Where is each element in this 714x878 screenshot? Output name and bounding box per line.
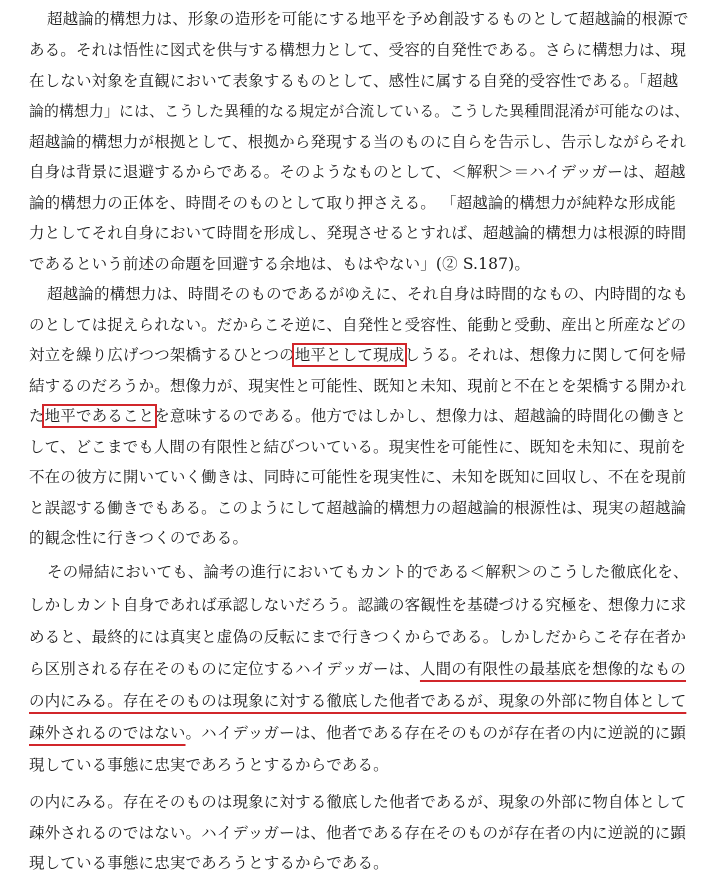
text-line-1: 超越論的構想力は、形象の造形を可能にする地平を予め創設するものとして超越論的根源で (47, 10, 689, 28)
boxed-phrase-being-horizon: 地平であること (44, 407, 155, 425)
text-line-2: ある。それは悟性に図式を供与する構想力として、受容的自発性である。さらに構想力は、現 (29, 41, 686, 59)
text-line-20: しかしカント自身であれば承認しないだろう。認識の客観性を基礎づける究極を、想像力に求 (29, 596, 687, 614)
text-line-5: 超越論的構想力が根拠として、根拠から発現する当のものに自らを告示し、告示しながらそれ (29, 133, 686, 151)
boxed-phrase-horizon: 地平として現成 (294, 346, 405, 364)
text-line-25: 現している事態に忠実であろうとするからである。 (29, 756, 389, 774)
text-line-7: 論的構想力の正体を、時間そのものとして取り押さえる。 「超越論的構想力が純粋な形成能 (29, 194, 676, 212)
text-line-8: 力としてそれ自身において時間を形成し、発現させるとすれば、超越論的構想力は根源的時間 (29, 224, 687, 242)
text-line-21: めると、最終的には真実と虚偽の反転にまで行きつくからである。しかしだからこそ存在者か (29, 628, 687, 646)
text-line-9: であるという前述の命題を回避する余地は、もはやない」(② S.187)。 (29, 255, 531, 273)
text-line-24: 疎外されるのではない。ハイデッガーは、他者である存在そのものが存在者の内に逆説的に顕 (29, 724, 687, 742)
text-line-10: 超越論的構想力は、時間そのものであるがゆえに、それ自身は時間的なもの、内時間的なも (47, 285, 689, 303)
text-line-13: 結するのだろうか。想像力が、現実性と可能性、既知と未知、現前と不在とを架橋する開かれ (29, 377, 687, 395)
text-line-23 (29, 686, 686, 716)
text-line-14: た地平であることを意味するのである。他方ではしかし、想像力は、超越論的時間化の働きと (29, 407, 687, 425)
text-line-22: ら区別される存在そのものに定位するハイデッガーは、人間の有限性の最基底を想像的なもの (29, 660, 687, 678)
text-line-3: 在しない対象を直観において表象するものとして、感性に属する自発的受容性である。「超越 (29, 72, 679, 90)
text-line-28: 現している事態に忠実であろうとするからである。 (29, 854, 389, 872)
text-line-27: 疎外されるのではない。ハイデッガーは、他者である存在そのものが存在者の内に逆説的に顕 (29, 824, 686, 842)
text-line-4: 論的構想力」には、こうした異種的なる規定が合流している。こうした異種間混淆が可能なのは、 (29, 102, 690, 120)
text-line-16: 不在の彼方に開いていく働きは、同時に可能性を現実性に、未知を既知に回収し、不在を現前 (29, 468, 687, 486)
text-line-17: と誤認する働きでもある。このようにして超越論的構想力の超越論的根源性は、現実の超越論 (29, 499, 687, 517)
text-line-12: 対立を繰り広げつつ架橋するひとつの地平として現成しうる。それは、想像力に関して何を帰 (29, 346, 687, 364)
text-line-15: して、どこまでも人間の有限性と結びついている。現実性を可能性に、既知を未知に、現前を (29, 438, 686, 456)
underlined-phrase-3: 疎外されるのではない (29, 724, 186, 742)
text-line-18: 的観念性に行きつくのである。 (29, 529, 249, 547)
text-line-11: のとしては捉えられない。だからこそ逆に、自発性と受容性、能動と受動、産出と所産などの (29, 316, 687, 334)
underlined-phrase-1: 人間の有限性の最基底を想像的なもの (419, 660, 687, 678)
underlined-phrase-2: の内にみる。存在そのものは現象に対する徹底した他者であるが、現象の外部に物自体として (29, 692, 687, 710)
text-line-6: 自身は背景に退避するからである。そのようなものとして、＜解釈＞＝ハイデッガーは、超越 (29, 163, 686, 181)
text-line-19: その帰結においても、論考の進行においてもカント的である＜解釈＞のこうした徹底化を、 (47, 563, 689, 581)
text-line-26: の内にみる。存在そのものは現象に対する徹底した他者であるが、現象の外部に物自体として (29, 793, 687, 811)
